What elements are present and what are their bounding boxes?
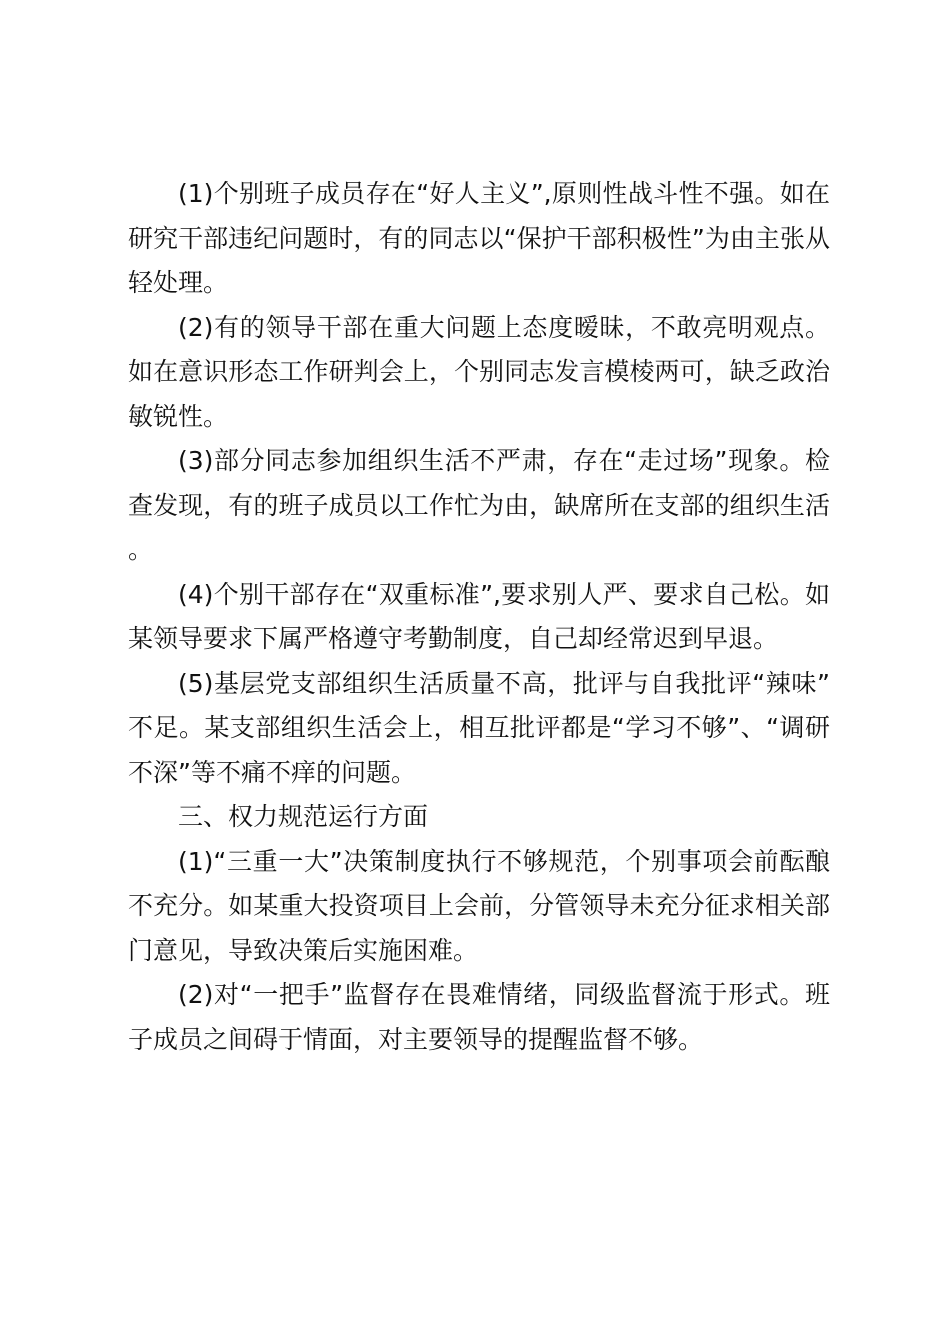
- paragraph-3: (3)部分同志参加组织生活不严肃，存在“走过场”现象。检查发现，有的班子成员以工作忙为由，缺席所在支部的组织生活。: [128, 446, 830, 564]
- section-paragraph-1: (1)“三重一大”决策制度执行不够规范，个别事项会前酝酿不充分。如某重大投资项目上会前，分管领导未充分征求相关部门意见，导致决策后实施困难。: [128, 846, 830, 965]
- paragraph-1: (1)个别班子成员存在“好人主义”,原则性战斗性不强。如在研究干部违纪问题时，有的同志以“保护干部积极性”为由主张从轻处理。: [128, 179, 830, 297]
- paragraph-2: (2)有的领导干部在重大问题上态度暧昧，不敢亮明观点。如在意识形态工作研判会上，个别同志发言模棱两可，缺乏政治敏锐性。: [128, 312, 830, 431]
- section-heading: 三、权力规范运行方面: [178, 802, 429, 831]
- paragraph-4: (4)个别干部存在“双重标准”,要求别人严、要求自己松。如某领导要求下属严格遵守考勤制度，自己却经常迟到早退。: [128, 579, 830, 653]
- paragraph-5: (5)基层党支部组织生活质量不高，批评与自我批评“辣味”不足。某支部组织生活会上，相互批评都是“学习不够”、“调研不深”等不痛不痒的问题。: [128, 668, 830, 787]
- document-body: [128, 172, 830, 1062]
- section-paragraph-2: (2)对“一把手”监督存在畏难情绪，同级监督流于形式。班子成员之间碍于情面，对主要领导的提醒监督不够。: [128, 980, 830, 1054]
